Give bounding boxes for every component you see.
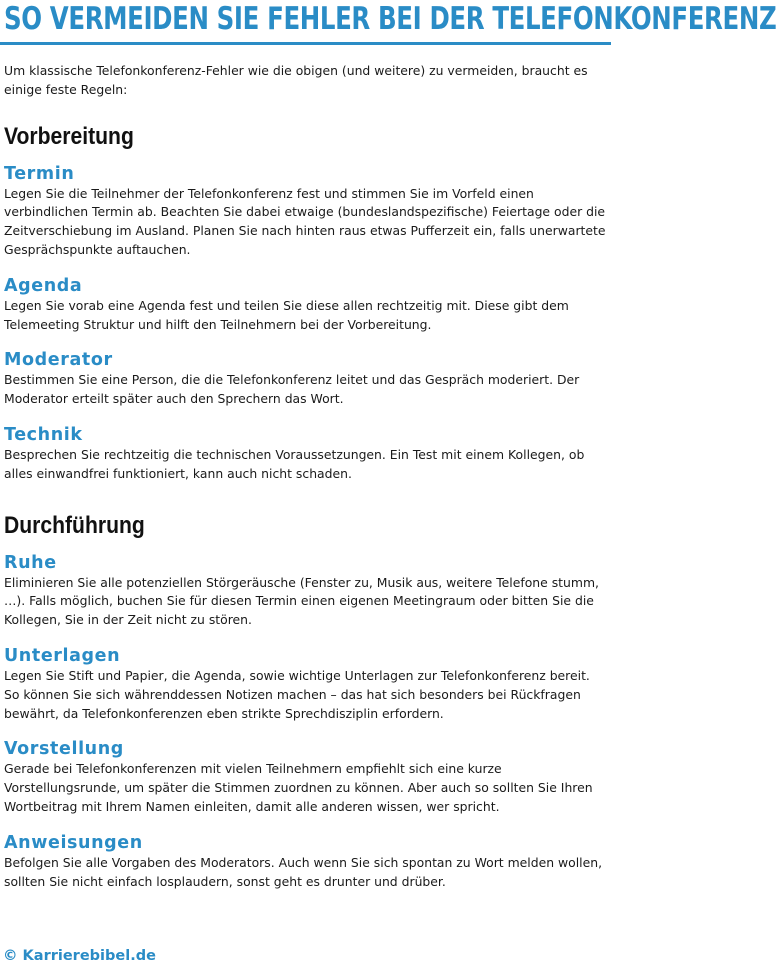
item-anweisungen: [4, 832, 608, 892]
item-heading: Termin: [4, 163, 75, 184]
copyright-footer: © Karrierebibel.de: [3, 948, 156, 964]
intro-paragraph: Um klassische Telefonkonferenz-Fehler wie die obigen (und weitere) zu vermeiden, braucht es einige feste Regeln:: [4, 63, 588, 97]
section-heading: Vorbereitung: [4, 122, 134, 150]
item-text: Bestimmen Sie eine Person, die die Telefonkonferenz leitet und das Gespräch moderiert. Der Moderator erteilt später auch den Sprechern das Wort.: [4, 372, 580, 407]
item-moderator: [4, 349, 608, 409]
item-text: Befolgen Sie alle Vorgaben des Moderators. Auch wenn Sie sich spontan zu Wort melden wollen, sollten Sie nicht einfach losplaudern, sonst geht es drunter und drüber.: [4, 854, 603, 889]
item-heading: Vorstellung: [4, 739, 124, 760]
item-text: Legen Sie vorab eine Agenda fest und teilen Sie diese allen rechtzeitig mit. Diese gibt dem Telemeeting Struktur und hilft den Teilnehmern bei der Vorbereitung.: [4, 297, 569, 332]
item-agenda: [4, 275, 608, 335]
title-underline: [0, 42, 611, 45]
section-vorbereitung: [4, 123, 608, 484]
item-heading: Agenda: [4, 275, 83, 296]
item-heading: Unterlagen: [4, 645, 121, 666]
item-heading: Anweisungen: [4, 832, 143, 853]
item-heading: Ruhe: [4, 552, 57, 573]
item-unterlagen: [4, 645, 608, 723]
item-text: Besprechen Sie rechtzeitig die technischen Voraussetzungen. Ein Test mit einem Kollegen, ob alles einwandfrei funktioniert, kann auch nicht schaden.: [4, 446, 585, 481]
item-ruhe: [4, 552, 608, 630]
item-vorstellung: [4, 738, 608, 816]
item-text: Legen Sie die Teilnehmer der Telefonkonferenz fest und stimmen Sie im Vorfeld einen verbindlichen Termin ab. Beachten Sie dabei etwaige (bundeslandspezifische) Feiertage oder die Zeitverschiebung im Ausland. Planen Sie nach hinten raus etwas Pufferzeit ein, falls unerwartete Gesprächspunkte auftauchen.: [4, 185, 606, 257]
item-heading: Moderator: [4, 350, 113, 371]
title-bar: [0, 0, 776, 44]
document-body: [4, 62, 608, 891]
item-technik: [4, 424, 608, 484]
page-title: SO VERMEIDEN SIE FEHLER BEI DER TELEFONKONFERENZ: [4, 1, 776, 37]
item-termin: [4, 163, 608, 260]
item-heading: Technik: [4, 424, 83, 445]
section-durchfuehrung: [4, 512, 608, 892]
section-heading: Durchführung: [4, 511, 145, 539]
item-text: Legen Sie Stift und Papier, die Agenda, sowie wichtige Unterlagen zur Telefonkonferenz bereit. So können Sie sich währenddessen Notizen machen – das hat sich besonders bei Rückfragen bewährt, da Telefonkonferenzen eben strikte Sprechdisziplin erfordern.: [4, 667, 590, 721]
item-text: Eliminieren Sie alle potenziellen Störgeräusche (Fenster zu, Musik aus, weitere Telefone stumm, …). Falls möglich, buchen Sie für diesen Termin einen eigenen Meetingraum oder bitten Sie die Kollegen, Sie in der Zeit nicht zu stören.: [4, 574, 599, 628]
item-text: Gerade bei Telefonkonferenzen mit vielen Teilnehmern empfiehlt sich eine kurze Vorstellungsrunde, um später die Stimmen zuordnen zu können. Aber auch so sollten Sie Ihren Wortbeitrag mit Ihrem Namen einleiten, damit alle anderen wissen, wer spricht.: [4, 761, 593, 814]
